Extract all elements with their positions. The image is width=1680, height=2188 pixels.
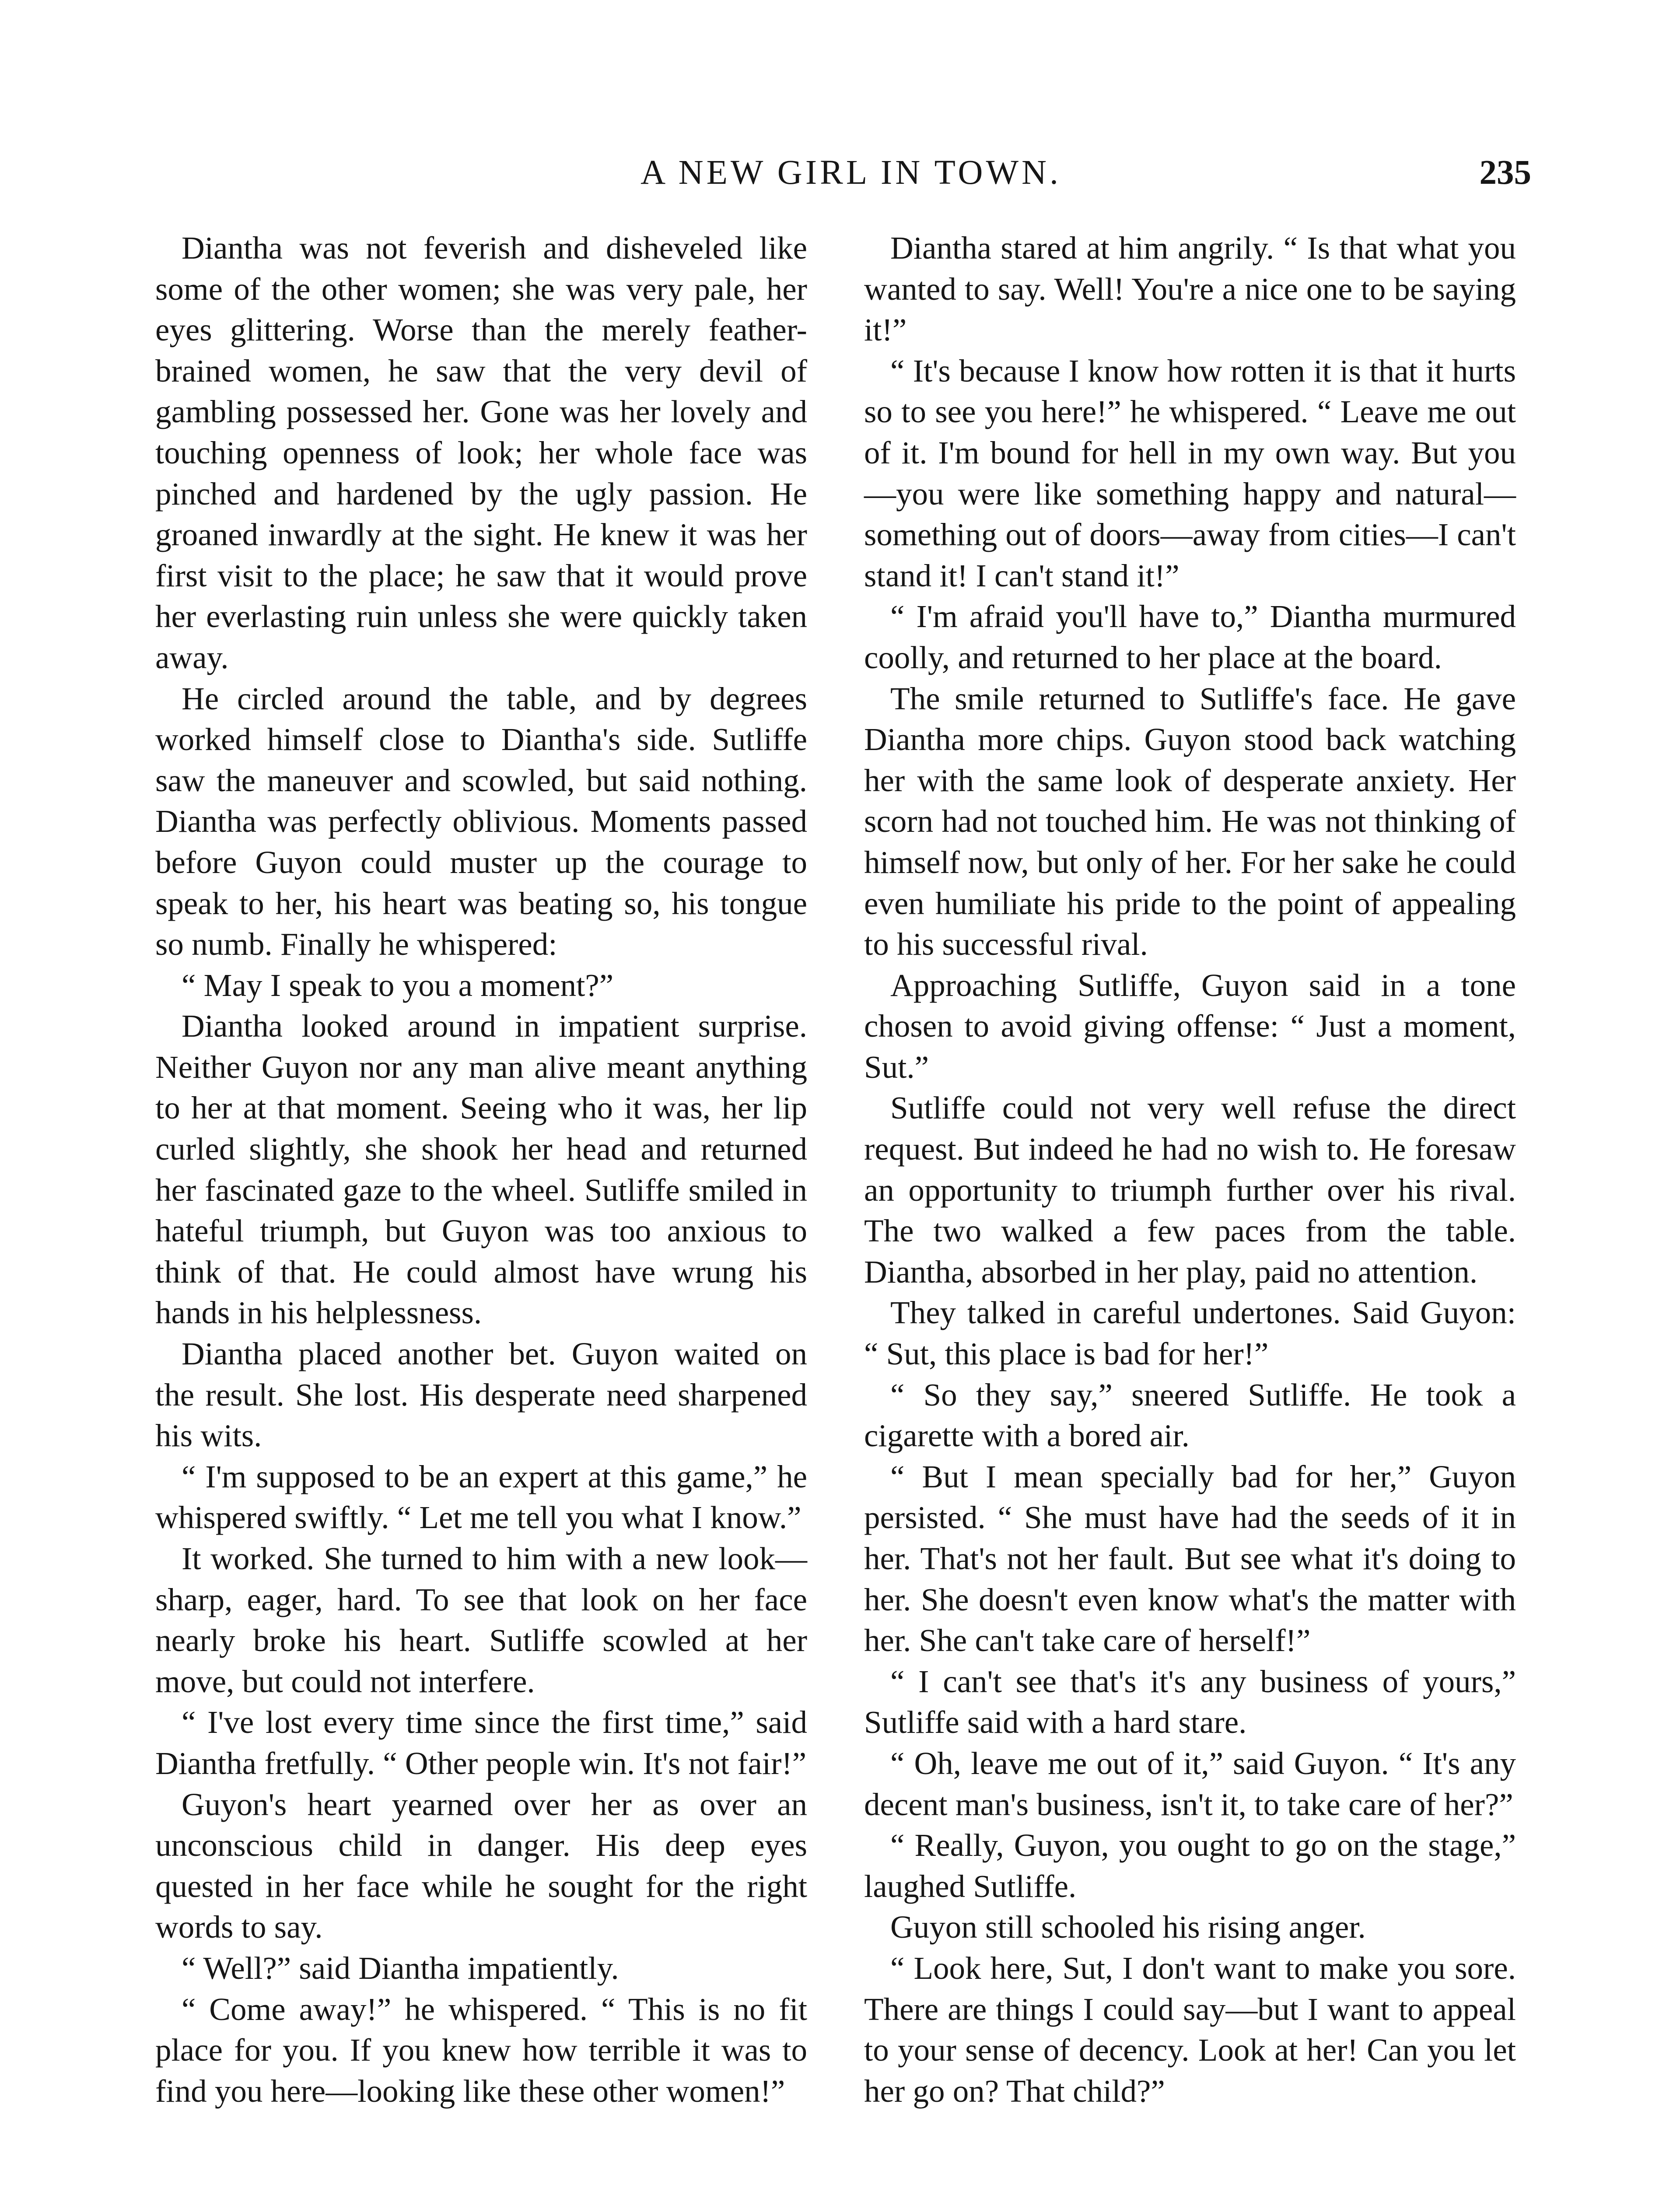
paragraph: “ Oh, leave me out of it,” said Guyon. “ It's any decent man's business, isn't it, to take care of her?” [864,1745,1516,1822]
paragraph: “ I'm supposed to be an expert at this game,” he whispered swiftly. “ Let me tell you what I know.” [155,1459,807,1536]
paragraph: Guyon's heart yearned over her as over an unconscious child in danger. His deep eyes quested in her face while he sought for the right words to say. [155,1786,807,1945]
paragraph: Guyon still schooled his rising anger. [890,1909,1366,1945]
paragraph: Diantha was not feverish and disheveled like some of the other women; she was very pale, her eyes glittering. Worse than the merely feather-brained women, he saw that the very devil of gambling possessed her. Gone was her lovely and touching openness of look; her whole face was pinched and hardened by the ugly passion. He groaned inwardly at the sight. He knew it was her first visit to the place; he saw that it would prove her everlasting ruin unless she were quickly taken away. [155,230,807,675]
paragraph: Diantha placed another bet. Guyon waited on the result. She lost. His desperate need sharpened his wits. [155,1336,807,1454]
paragraph: Approaching Sutliffe, Guyon said in a tone chosen to avoid giving offense: “ Just a moment, Sut.” [864,967,1516,1085]
paragraph: “ It's because I know how rotten it is that it hurts so to see you here!” he whispered. “ Leave me out of it. I'm bound for hell in my own way. But you—you were like something happy and natural—something out of doors—away from cities—I can't stand it! I can't stand it!” [864,353,1516,593]
paragraph: “ But I mean specially bad for her,” Guyon persisted. “ She must have had the seeds of it in her. That's not her fault. But see what it's doing to her. She doesn't even know what's the matter with her. She can't take care of herself!” [864,1459,1516,1659]
running-header [171,149,1531,197]
paragraph: It worked. She turned to him with a new look—sharp, eager, hard. To see that look on her face nearly broke his heart. Sutliffe scowled at her move, but could not interfere. [155,1541,807,1699]
right-column [864,228,1516,2111]
paragraph: They talked in careful undertones. Said Guyon: “ Sut, this place is bad for her!” [864,1295,1516,1372]
paragraph: “ Come away!” he whispered. “ This is no fit place for you. If you knew how terrible it was to find you here—looking like these other women!” [155,1991,807,2109]
left-column [155,228,807,2111]
paragraph: “ I can't see that's it's any business of yours,” Sutliffe said with a hard stare. [864,1663,1516,1740]
paragraph: Diantha looked around in impatient surprise. Neither Guyon nor any man alive meant anything to her at that moment. Seeing who it was, her lip curled slightly, she shook her head and returned her fascinated gaze to the wheel. Sutliffe smiled in hateful triumph, but Guyon was too anxious to think of that. He could almost have wrung his hands in his helplessness. [155,1008,807,1331]
paragraph: Diantha stared at him angrily. “ Is that what you wanted to say. Well! You're a nice one to be saying it!” [864,230,1516,348]
paragraph: “ I'm afraid you'll have to,” Diantha murmured coolly, and returned to her place at the board. [864,599,1516,675]
paragraph: He circled around the table, and by degrees worked himself close to Diantha's side. Sutliffe saw the maneuver and scowled, but said nothing. Diantha was perfectly oblivious. Moments passed before Guyon could muster up the courage to speak to her, his heart was beating so, his tongue so numb. Finally he whispered: [155,680,807,962]
paragraph: “ May I speak to you a moment?” [182,967,614,1003]
running-title: A NEW GIRL IN TOWN. [640,154,1061,192]
paragraph: The smile returned to Sutliffe's face. He gave Diantha more chips. Guyon stood back watching her with the same look of desperate anxiety. Her scorn had not touched him. He was not thinking of himself now, but only of her. For her sake he could even humiliate his pride to the point of appealing to his successful rival. [864,680,1516,962]
paragraph: Sutliffe could not very well refuse the direct request. But indeed he had no wish to. He foresaw an opportunity to triumph further over his rival. The two walked a few paces from the table. Diantha, absorbed in her play, paid no attention. [864,1090,1516,1290]
paragraph: “ Well?” said Diantha impatiently. [182,1950,619,1986]
paragraph: “ Really, Guyon, you ought to go on the stage,” laughed Sutliffe. [864,1827,1516,1904]
paragraph: “ I've lost every time since the first time,” said Diantha fretfully. “ Other people win. It's not fair!” [155,1704,807,1781]
page-number: 235 [1479,154,1531,192]
paragraph: “ So they say,” sneered Sutliffe. He took a cigarette with a bored air. [864,1377,1516,1454]
paragraph: “ Look here, Sut, I don't want to make you sore. There are things I could say—but I want to appeal to your sense of decency. Look at her! Can you let her go on? That child?” [864,1950,1516,2109]
